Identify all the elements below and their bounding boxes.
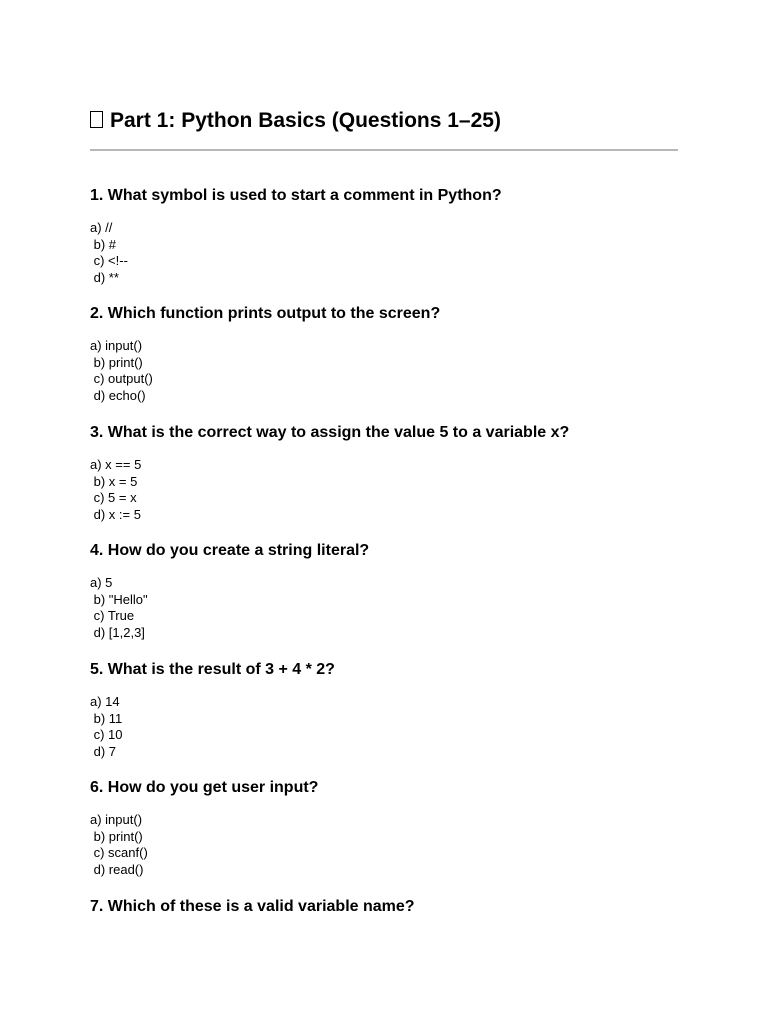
answer-option: a) 5 [90, 575, 113, 590]
section-heading [90, 108, 501, 134]
answer-option: a) input() [90, 338, 143, 353]
question-1 [90, 186, 678, 286]
question-title: 7. Which of these is a valid variable name? [90, 898, 415, 915]
answer-options [90, 338, 678, 404]
question-title: 1. What symbol is used to start a comment in Python? [90, 187, 502, 204]
question-title: 4. How do you create a string literal? [90, 542, 370, 559]
answer-option: a) 14 [90, 694, 120, 709]
question-3 [90, 423, 678, 523]
answer-option: d) echo() [90, 387, 146, 403]
answer-options [90, 220, 678, 286]
question-6 [90, 778, 678, 878]
question-5 [90, 660, 678, 760]
answer-options [90, 694, 678, 760]
answer-option: c) scanf() [90, 845, 148, 860]
answer-option: c) True [90, 608, 135, 623]
answer-options [90, 575, 678, 641]
answer-option: d) x := 5 [90, 506, 141, 522]
question-2 [90, 304, 678, 404]
answer-option: b) x = 5 [90, 473, 138, 489]
question-7 [90, 897, 678, 917]
answer-option: b) 11 [90, 710, 123, 726]
answer-option: d) [1,2,3] [90, 624, 145, 640]
answer-option: c) 10 [90, 727, 123, 742]
answer-option: a) // [90, 220, 113, 235]
horizontal-divider [90, 149, 678, 151]
answer-option: b) # [90, 236, 117, 252]
answer-options [90, 812, 678, 878]
question-title: 5. What is the result of 3 + 4 * 2? [90, 661, 335, 678]
answer-option: b) print() [90, 828, 143, 844]
answer-option: d) read() [90, 861, 144, 877]
missing-glyph-icon [90, 111, 103, 128]
answer-option: b) "Hello" [90, 591, 148, 607]
section-title: Part 1: Python Basics (Questions 1–25) [110, 109, 501, 132]
answer-option: d) 7 [90, 743, 117, 759]
answer-option: c) 5 = x [90, 490, 137, 505]
answer-option: d) ** [90, 269, 119, 285]
answer-option: b) print() [90, 354, 143, 370]
question-title: 6. How do you get user input? [90, 779, 319, 796]
answer-option: c) <!-- [90, 253, 128, 268]
question-title: 3. What is the correct way to assign the value 5 to a variable x? [90, 424, 570, 441]
question-4 [90, 541, 678, 641]
question-title: 2. Which function prints output to the screen? [90, 305, 441, 322]
answer-option: a) x == 5 [90, 457, 142, 472]
answer-options [90, 457, 678, 523]
answer-option: c) output() [90, 371, 153, 386]
answer-option: a) input() [90, 812, 143, 827]
